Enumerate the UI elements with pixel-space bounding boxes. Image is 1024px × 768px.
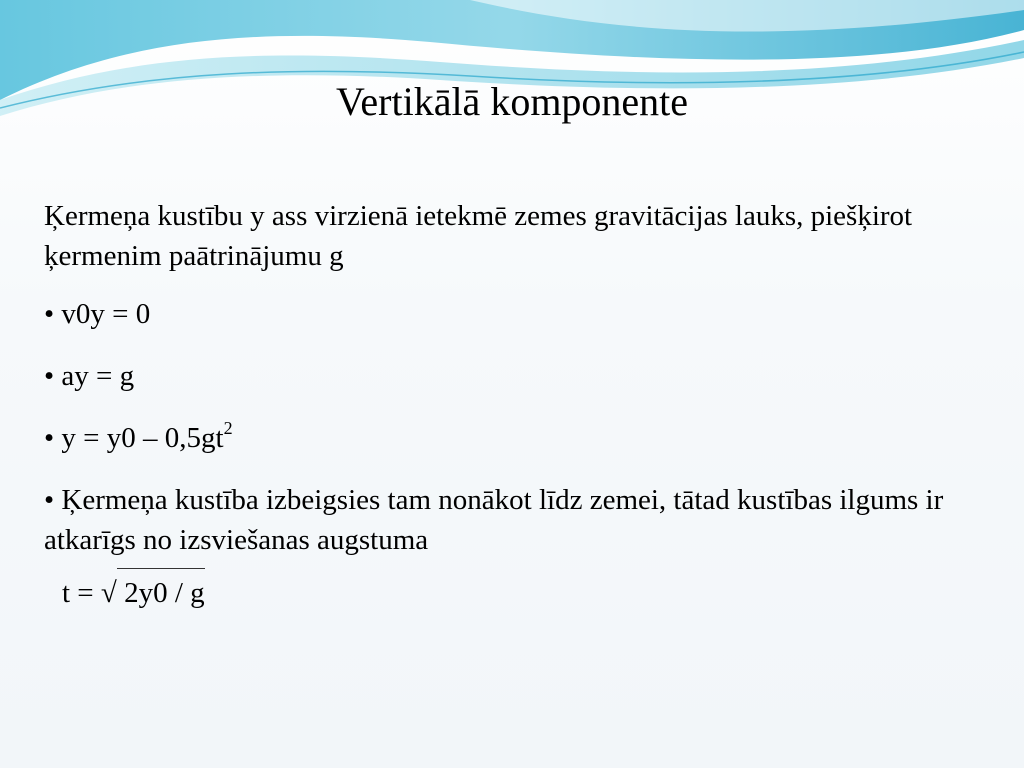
bullet-y-equation [44,418,994,458]
bullet-text: ay = g [61,360,135,392]
slide-title: Vertikālā komponente [335,79,689,124]
bullet-ay [44,356,994,396]
sqrt-symbol: √ [100,577,117,609]
bullet-marker: • [44,484,55,516]
bullet-duration [44,480,994,560]
bullet-text: Ķermeņa kustība izbeigsies tam nonākot līdz zemei, tātad kustības ilgums ir atkarīgs no izsviešanas augstuma [44,484,944,556]
exponent: 2 [223,418,233,439]
bullet-marker: • [44,360,55,392]
formula-lhs: t = [62,577,101,609]
bullet-text: v0y = 0 [61,298,151,330]
intro-paragraph: Ķermeņa kustību y ass virzienā ietekmē zemes gravitācijas lauks, piešķirot ķermenim paātrinājumu g [44,200,913,272]
formula-radicand: 2y0 / g [117,568,205,613]
bullet-marker: • [44,298,55,330]
bullet-marker: • [44,422,55,454]
slide-body [44,196,994,613]
bullet-v0y [44,294,994,334]
bullet-text: y = y0 – 0,5gt [61,422,224,454]
time-formula [62,568,994,613]
